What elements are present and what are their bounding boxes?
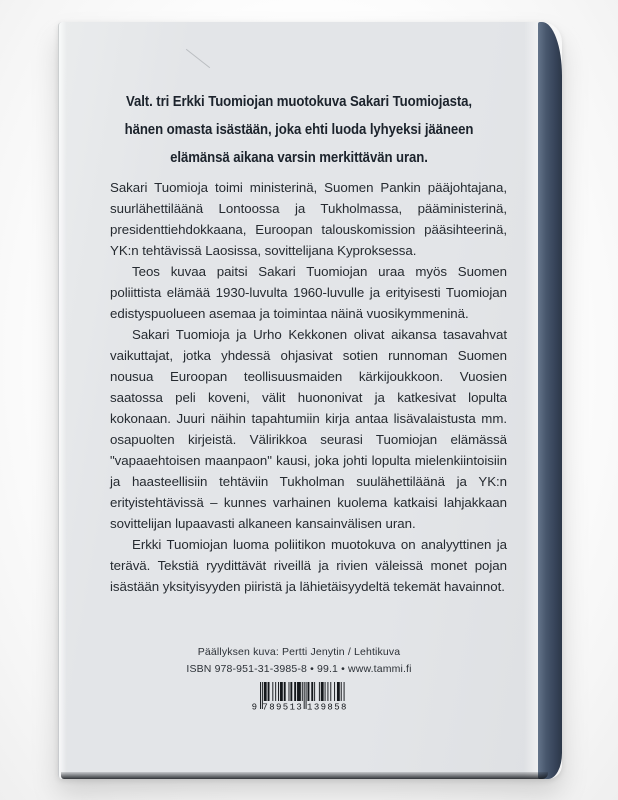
isbn-line: ISBN 978-951-31-3985-8 • 99.1 • www.tammi.fi [186, 663, 412, 675]
book-back-cover [58, 22, 562, 779]
blurb [110, 177, 507, 597]
barcode-svg [246, 682, 350, 714]
headline [87, 88, 511, 172]
cover-face [58, 22, 540, 779]
svg-text:9: 9 [251, 702, 257, 713]
cover-photo-credit: Päällyksen kuva: Pertti Jenytin / Lehtikuva [197, 646, 401, 658]
headline-line: hänen omasta isästään, joka ehti luoda lyhyeksi jääneen [124, 121, 474, 138]
blurb-paragraph-2: Teos kuvaa paitsi Sakari Tuomiojan uraa myös Suomen poliittista elämää 1930-luvulta 1960-luvulle ja erityisesti Tuomiojan edistyspuolueen asemaa ja toimintaa näinä vuosikymmeninä. [110, 264, 507, 321]
book-spine [538, 22, 562, 779]
barcode [246, 682, 356, 716]
blurb-paragraph-1: Sakari Tuomioja toimi ministerinä, Suomen Pankin pääjohtajana, suurlähettiläänä Lontoossa ja Tukholmassa, pääministerinä, presidenttiehdokkaana, Euroopan talouskomission pääsihteerinä, YK:n tehtävissä Laosissa, sovittelijana Kyproksessa. [110, 180, 507, 258]
headline-line: elämänsä aikana varsin merkittävän uran. [170, 149, 428, 166]
svg-text:789513: 789513 [262, 702, 304, 713]
svg-text:139858: 139858 [307, 702, 348, 713]
headline-line: Valt. tri Erkki Tuomiojan muotokuva Sakari Tuomiojasta, [125, 93, 473, 110]
blurb-paragraph-4: Erkki Tuomiojan luoma poliitikon muotokuva on analyyttinen ja terävä. Tekstiä ryydittävät riveillä ja rivien väleissä monet pojan isästään yksityisyyden piiristä ja lähietäisyydeltä tekemät havainnot. [110, 537, 507, 594]
blurb-paragraph-3: Sakari Tuomioja ja Urho Kekkonen olivat aikansa tasavahvat vaikuttajat, jotka yhdessä ohjasivat sotien runnoman Suomen nousua Euroopan teollisuusmaiden kärkijoukkoon. Vuosien saatossa peli koveni, välit huononivat ja katkesivat lopulta kokonaan. Juuri näihin tapahtumiin kirja antaa lisävalaistusta mm. osapuolten kirjeistä. Välirikkoa seurasi Tuomiojan elämässä "vapaaehtoisen maanpaon" kausi, joka johti lopulta mielenkiintoisiin ja haasteellisiin tehtäviin Tukholman suulähettiläänä ja YK:n erityistehtävissä – kunnes varhainen kuolema katkaisi lahjakkaan sovittelijan lupaavasti alkaneen kansainvälisen uran. [110, 327, 507, 531]
scratch-mark [186, 49, 210, 68]
credits [58, 644, 540, 678]
